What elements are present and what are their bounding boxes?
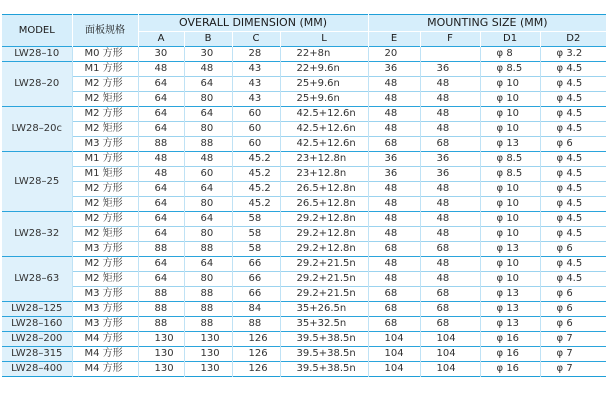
- b-cell: 80: [184, 122, 232, 137]
- e-cell: 68: [368, 317, 420, 332]
- model-cell: LW28–160: [2, 317, 72, 332]
- table-row: [2, 272, 606, 287]
- panel-cell: M1 矩形: [72, 167, 138, 182]
- l-cell: 29.2+12.8n: [280, 227, 368, 242]
- e-cell: 68: [368, 137, 420, 152]
- d2-cell: φ 7: [540, 347, 606, 362]
- table-row: [2, 92, 606, 107]
- table-row: [2, 212, 606, 227]
- table-row: [2, 122, 606, 137]
- e-cell: 68: [368, 242, 420, 257]
- c-cell: 43: [232, 92, 280, 107]
- c-cell: 66: [232, 272, 280, 287]
- b-cell: 88: [184, 137, 232, 152]
- a-cell: 130: [138, 347, 184, 362]
- c-cell: 66: [232, 257, 280, 272]
- l-cell: 23+12.8n: [280, 152, 368, 167]
- header-overall-dimension: OVERALL DIMENSION (MM): [138, 15, 368, 32]
- f-cell: 68: [420, 287, 480, 302]
- l-cell: 26.5+12.8n: [280, 197, 368, 212]
- model-cell: LW28–20: [2, 62, 72, 107]
- table-row: [2, 167, 606, 182]
- c-cell: 88: [232, 317, 280, 332]
- c-cell: 43: [232, 62, 280, 77]
- d2-cell: φ 4.5: [540, 167, 606, 182]
- d1-cell: φ 16: [480, 332, 540, 347]
- d1-cell: φ 10: [480, 182, 540, 197]
- l-cell: 29.2+21.5n: [280, 287, 368, 302]
- l-cell: 29.2+12.8n: [280, 212, 368, 227]
- d1-cell: φ 8.5: [480, 152, 540, 167]
- f-cell: 68: [420, 137, 480, 152]
- f-cell: 104: [420, 347, 480, 362]
- e-cell: 48: [368, 257, 420, 272]
- b-cell: 80: [184, 92, 232, 107]
- e-cell: 48: [368, 92, 420, 107]
- d2-cell: φ 4.5: [540, 62, 606, 77]
- a-cell: 64: [138, 272, 184, 287]
- l-cell: 29.2+12.8n: [280, 242, 368, 257]
- model-cell: LW28–10: [2, 47, 72, 62]
- e-cell: 48: [368, 212, 420, 227]
- panel-cell: M3 方形: [72, 287, 138, 302]
- l-cell: 25+9.6n: [280, 77, 368, 92]
- panel-cell: M3 方形: [72, 137, 138, 152]
- e-cell: 104: [368, 332, 420, 347]
- d2-cell: φ 4.5: [540, 212, 606, 227]
- l-cell: 35+26.5n: [280, 302, 368, 317]
- a-cell: 64: [138, 92, 184, 107]
- l-cell: 22+9.6n: [280, 62, 368, 77]
- e-cell: 36: [368, 167, 420, 182]
- b-cell: 60: [184, 167, 232, 182]
- a-cell: 30: [138, 47, 184, 62]
- panel-cell: M2 矩形: [72, 92, 138, 107]
- d1-cell: φ 13: [480, 287, 540, 302]
- d2-cell: φ 6: [540, 137, 606, 152]
- table-body: [2, 47, 606, 377]
- l-cell: 42.5+12.6n: [280, 122, 368, 137]
- c-cell: 45.2: [232, 197, 280, 212]
- c-cell: 60: [232, 107, 280, 122]
- d1-cell: φ 10: [480, 272, 540, 287]
- e-cell: 20: [368, 47, 420, 62]
- d2-cell: φ 6: [540, 287, 606, 302]
- b-cell: 30: [184, 47, 232, 62]
- model-cell: LW28–63: [2, 257, 72, 302]
- a-cell: 64: [138, 227, 184, 242]
- table-row: [2, 347, 606, 362]
- table-row: [2, 257, 606, 272]
- l-cell: 23+12.8n: [280, 167, 368, 182]
- header-col-l: L: [280, 32, 368, 47]
- l-cell: 26.5+12.8n: [280, 182, 368, 197]
- b-cell: 64: [184, 77, 232, 92]
- c-cell: 45.2: [232, 152, 280, 167]
- f-cell: 48: [420, 77, 480, 92]
- a-cell: 88: [138, 242, 184, 257]
- header-col-a: A: [138, 32, 184, 47]
- table-row: [2, 287, 606, 302]
- header-col-f: F: [420, 32, 480, 47]
- d1-cell: φ 10: [480, 227, 540, 242]
- table-row: [2, 137, 606, 152]
- d2-cell: φ 7: [540, 362, 606, 377]
- table-row: [2, 77, 606, 92]
- header-panel: 面板规格: [72, 15, 138, 47]
- f-cell: 48: [420, 182, 480, 197]
- c-cell: 66: [232, 287, 280, 302]
- e-cell: 48: [368, 122, 420, 137]
- e-cell: 36: [368, 62, 420, 77]
- f-cell: 48: [420, 92, 480, 107]
- table-row: [2, 362, 606, 377]
- f-cell: [420, 47, 480, 62]
- table-row: [2, 62, 606, 77]
- table-row: [2, 152, 606, 167]
- d1-cell: φ 8.5: [480, 167, 540, 182]
- header-col-d2: D2: [540, 32, 606, 47]
- a-cell: 64: [138, 197, 184, 212]
- panel-cell: M2 方形: [72, 182, 138, 197]
- b-cell: 80: [184, 197, 232, 212]
- panel-cell: M3 方形: [72, 317, 138, 332]
- model-cell: LW28–32: [2, 212, 72, 257]
- model-cell: LW28–20c: [2, 107, 72, 152]
- d1-cell: φ 16: [480, 347, 540, 362]
- a-cell: 130: [138, 362, 184, 377]
- c-cell: 58: [232, 227, 280, 242]
- b-cell: 80: [184, 227, 232, 242]
- model-cell: LW28–400: [2, 362, 72, 377]
- table-header: [2, 15, 606, 47]
- a-cell: 64: [138, 182, 184, 197]
- c-cell: 45.2: [232, 167, 280, 182]
- d2-cell: φ 6: [540, 317, 606, 332]
- model-cell: LW28–315: [2, 347, 72, 362]
- f-cell: 48: [420, 272, 480, 287]
- b-cell: 48: [184, 62, 232, 77]
- panel-cell: M2 矩形: [72, 272, 138, 287]
- f-cell: 36: [420, 152, 480, 167]
- e-cell: 104: [368, 347, 420, 362]
- b-cell: 130: [184, 362, 232, 377]
- c-cell: 45.2: [232, 182, 280, 197]
- c-cell: 84: [232, 302, 280, 317]
- f-cell: 48: [420, 197, 480, 212]
- l-cell: 29.2+21.5n: [280, 272, 368, 287]
- d1-cell: φ 10: [480, 77, 540, 92]
- model-cell: LW28–25: [2, 152, 72, 212]
- f-cell: 104: [420, 362, 480, 377]
- a-cell: 130: [138, 332, 184, 347]
- d1-cell: φ 8.5: [480, 62, 540, 77]
- f-cell: 36: [420, 62, 480, 77]
- d1-cell: φ 10: [480, 107, 540, 122]
- f-cell: 48: [420, 212, 480, 227]
- table-row: [2, 332, 606, 347]
- d2-cell: φ 4.5: [540, 227, 606, 242]
- b-cell: 64: [184, 107, 232, 122]
- f-cell: 48: [420, 257, 480, 272]
- d2-cell: φ 4.5: [540, 152, 606, 167]
- d1-cell: φ 10: [480, 122, 540, 137]
- c-cell: 126: [232, 347, 280, 362]
- c-cell: 126: [232, 362, 280, 377]
- table-row: [2, 107, 606, 122]
- l-cell: 25+9.6n: [280, 92, 368, 107]
- f-cell: 48: [420, 122, 480, 137]
- e-cell: 48: [368, 182, 420, 197]
- f-cell: 36: [420, 167, 480, 182]
- a-cell: 64: [138, 212, 184, 227]
- d2-cell: φ 4.5: [540, 77, 606, 92]
- b-cell: 64: [184, 212, 232, 227]
- a-cell: 88: [138, 137, 184, 152]
- l-cell: 42.5+12.6n: [280, 137, 368, 152]
- l-cell: 39.5+38.5n: [280, 362, 368, 377]
- d1-cell: φ 16: [480, 362, 540, 377]
- l-cell: 39.5+38.5n: [280, 332, 368, 347]
- c-cell: 60: [232, 137, 280, 152]
- panel-cell: M0 方形: [72, 47, 138, 62]
- model-cell: LW28–125: [2, 302, 72, 317]
- d1-cell: φ 10: [480, 212, 540, 227]
- b-cell: 64: [184, 182, 232, 197]
- a-cell: 88: [138, 287, 184, 302]
- f-cell: 68: [420, 317, 480, 332]
- e-cell: 48: [368, 77, 420, 92]
- d2-cell: φ 3.2: [540, 47, 606, 62]
- panel-cell: M2 方形: [72, 107, 138, 122]
- d1-cell: φ 13: [480, 302, 540, 317]
- c-cell: 58: [232, 242, 280, 257]
- a-cell: 64: [138, 257, 184, 272]
- e-cell: 48: [368, 272, 420, 287]
- table-row: [2, 182, 606, 197]
- f-cell: 68: [420, 242, 480, 257]
- d1-cell: φ 10: [480, 257, 540, 272]
- b-cell: 80: [184, 272, 232, 287]
- model-cell: LW28–200: [2, 332, 72, 347]
- e-cell: 68: [368, 302, 420, 317]
- a-cell: 88: [138, 317, 184, 332]
- b-cell: 130: [184, 347, 232, 362]
- d2-cell: φ 4.5: [540, 107, 606, 122]
- e-cell: 48: [368, 107, 420, 122]
- l-cell: 22+8n: [280, 47, 368, 62]
- a-cell: 64: [138, 77, 184, 92]
- c-cell: 43: [232, 77, 280, 92]
- panel-cell: M4 方形: [72, 332, 138, 347]
- d1-cell: φ 10: [480, 92, 540, 107]
- d2-cell: φ 4.5: [540, 182, 606, 197]
- panel-cell: M2 方形: [72, 77, 138, 92]
- a-cell: 88: [138, 302, 184, 317]
- panel-cell: M2 矩形: [72, 197, 138, 212]
- table-row: [2, 317, 606, 332]
- panel-cell: M4 方形: [72, 362, 138, 377]
- c-cell: 126: [232, 332, 280, 347]
- panel-cell: M4 方形: [72, 347, 138, 362]
- l-cell: 29.2+21.5n: [280, 257, 368, 272]
- panel-cell: M1 方形: [72, 152, 138, 167]
- panel-cell: M1 方形: [72, 62, 138, 77]
- b-cell: 88: [184, 302, 232, 317]
- c-cell: 60: [232, 122, 280, 137]
- panel-cell: M3 方形: [72, 242, 138, 257]
- table-row: [2, 227, 606, 242]
- e-cell: 68: [368, 287, 420, 302]
- a-cell: 64: [138, 122, 184, 137]
- panel-cell: M2 矩形: [72, 227, 138, 242]
- d2-cell: φ 7: [540, 332, 606, 347]
- d1-cell: φ 13: [480, 242, 540, 257]
- e-cell: 48: [368, 227, 420, 242]
- table-row: [2, 47, 606, 62]
- a-cell: 64: [138, 107, 184, 122]
- d2-cell: φ 4.5: [540, 197, 606, 212]
- l-cell: 35+32.5n: [280, 317, 368, 332]
- f-cell: 48: [420, 227, 480, 242]
- header-mounting-size: MOUNTING SIZE (MM): [368, 15, 606, 32]
- d1-cell: φ 13: [480, 137, 540, 152]
- header-col-d1: D1: [480, 32, 540, 47]
- e-cell: 48: [368, 197, 420, 212]
- f-cell: 104: [420, 332, 480, 347]
- table-row: [2, 242, 606, 257]
- header-col-c: C: [232, 32, 280, 47]
- d1-cell: φ 10: [480, 197, 540, 212]
- table-row: [2, 302, 606, 317]
- panel-cell: M3 方形: [72, 302, 138, 317]
- f-cell: 48: [420, 107, 480, 122]
- a-cell: 48: [138, 152, 184, 167]
- panel-cell: M2 矩形: [72, 122, 138, 137]
- d2-cell: φ 4.5: [540, 122, 606, 137]
- d2-cell: φ 4.5: [540, 92, 606, 107]
- l-cell: 39.5+38.5n: [280, 347, 368, 362]
- b-cell: 88: [184, 242, 232, 257]
- l-cell: 42.5+12.6n: [280, 107, 368, 122]
- panel-cell: M2 方形: [72, 257, 138, 272]
- d1-cell: φ 8: [480, 47, 540, 62]
- header-col-e: E: [368, 32, 420, 47]
- d2-cell: φ 4.5: [540, 272, 606, 287]
- d2-cell: φ 4.5: [540, 257, 606, 272]
- header-model: MODEL: [2, 15, 72, 47]
- c-cell: 58: [232, 212, 280, 227]
- e-cell: 104: [368, 362, 420, 377]
- table-row: [2, 197, 606, 212]
- f-cell: 68: [420, 302, 480, 317]
- b-cell: 48: [184, 152, 232, 167]
- c-cell: 28: [232, 47, 280, 62]
- a-cell: 48: [138, 167, 184, 182]
- a-cell: 48: [138, 62, 184, 77]
- d1-cell: φ 13: [480, 317, 540, 332]
- dimension-table: [2, 14, 606, 377]
- panel-cell: M2 方形: [72, 212, 138, 227]
- b-cell: 130: [184, 332, 232, 347]
- b-cell: 64: [184, 257, 232, 272]
- header-col-b: B: [184, 32, 232, 47]
- b-cell: 88: [184, 317, 232, 332]
- d2-cell: φ 6: [540, 242, 606, 257]
- e-cell: 36: [368, 152, 420, 167]
- d2-cell: φ 6: [540, 302, 606, 317]
- b-cell: 88: [184, 287, 232, 302]
